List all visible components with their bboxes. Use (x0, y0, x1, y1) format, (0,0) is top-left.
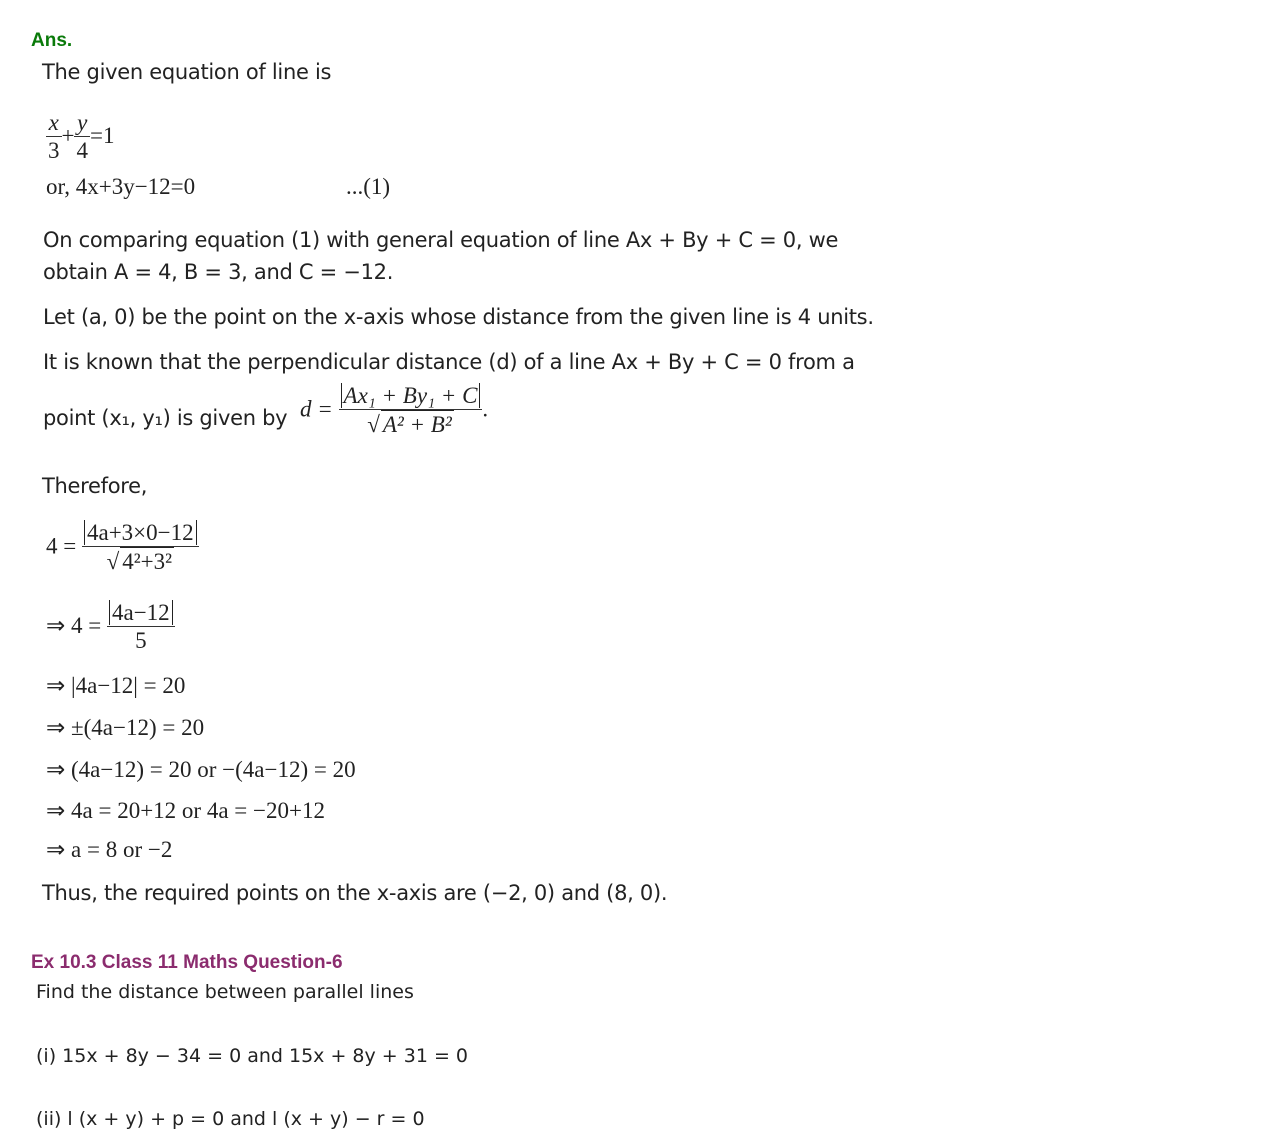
question-part-i: (i) 15x + 8y − 34 = 0 and 15x + 8y + 31 = 0 (36, 1045, 468, 1067)
frac-x-den: 3 (48, 138, 60, 164)
step-1-denominator: 4²+3² (122, 549, 172, 575)
step-1-numerator: 4a+3×0−12 (84, 520, 197, 545)
distance-formula: d = $\frac{\text{Ax₁ + By₁ + C}}{\text{√ A² + B²}}$ . (300, 383, 489, 438)
equation-intercept-form (46, 110, 114, 165)
compare-line-1: On comparing equation (1) with general equation of line Ax + By + C = 0, we (43, 228, 839, 252)
step-4: ⇒ ±(4a−12) = 20 (46, 715, 205, 740)
point-formula-prefix: point (x₁, y₁) is given by (43, 406, 288, 430)
plus-sign: + (61, 122, 75, 148)
question-heading: Ex 10.3 Class 11 Maths Question-6 (31, 952, 343, 973)
formula-denominator: A² + B² (382, 412, 452, 438)
intro-text: The given equation of line is (42, 60, 332, 84)
frac-y-den: 4 (76, 138, 88, 164)
formula-lhs: d = (300, 396, 333, 422)
question-text: Find the distance between parallel lines (36, 981, 414, 1003)
step-2-numerator: 4a−12 (109, 600, 173, 625)
equation-rhs: =1 (89, 122, 115, 148)
frac-y-num: y (74, 110, 90, 137)
equation-reference: ...(1) (346, 174, 391, 199)
step-5: ⇒ (4a−12) = 20 or −(4a−12) = 20 (46, 757, 356, 782)
formula-numerator: Ax₁ + By₁ + C (341, 383, 481, 408)
step-6: ⇒ 4a = 20+12 or 4a = −20+12 (46, 798, 325, 823)
therefore-text: Therefore, (42, 474, 148, 498)
equation-general-form: or, 4x+3y−12=0 (46, 174, 196, 199)
compare-line-2: obtain A = 4, B = 3, and C = −12. (43, 260, 394, 284)
frac-x-num: x (46, 110, 62, 137)
let-point-text: Let (a, 0) be the point on the x-axis whose distance from the given line is 4 units. (43, 305, 874, 329)
step-1-lhs: 4 = (46, 533, 77, 559)
step-2-lhs: ⇒ 4 = (46, 612, 102, 638)
answer-label: Ans. (31, 30, 73, 51)
conclusion-text: Thus, the required points on the x-axis are (−2, 0) and (8, 0). (42, 881, 668, 905)
step-1: 4 = $\frac{4a+3\times 0-12}{\text{√ 4²+3²}}$ (46, 520, 199, 576)
step-3: ⇒ |4a−12| = 20 (46, 673, 186, 698)
known-distance-text: It is known that the perpendicular distance (d) of a line Ax + By + C = 0 from a (43, 350, 855, 374)
step-2 (46, 600, 175, 655)
step-7: ⇒ a = 8 or −2 (46, 837, 173, 862)
step-2-denominator: 5 (135, 628, 147, 654)
question-part-ii: (ii) l (x + y) + p = 0 and l (x + y) − r = 0 (36, 1108, 425, 1130)
formula-period: . (482, 396, 489, 422)
